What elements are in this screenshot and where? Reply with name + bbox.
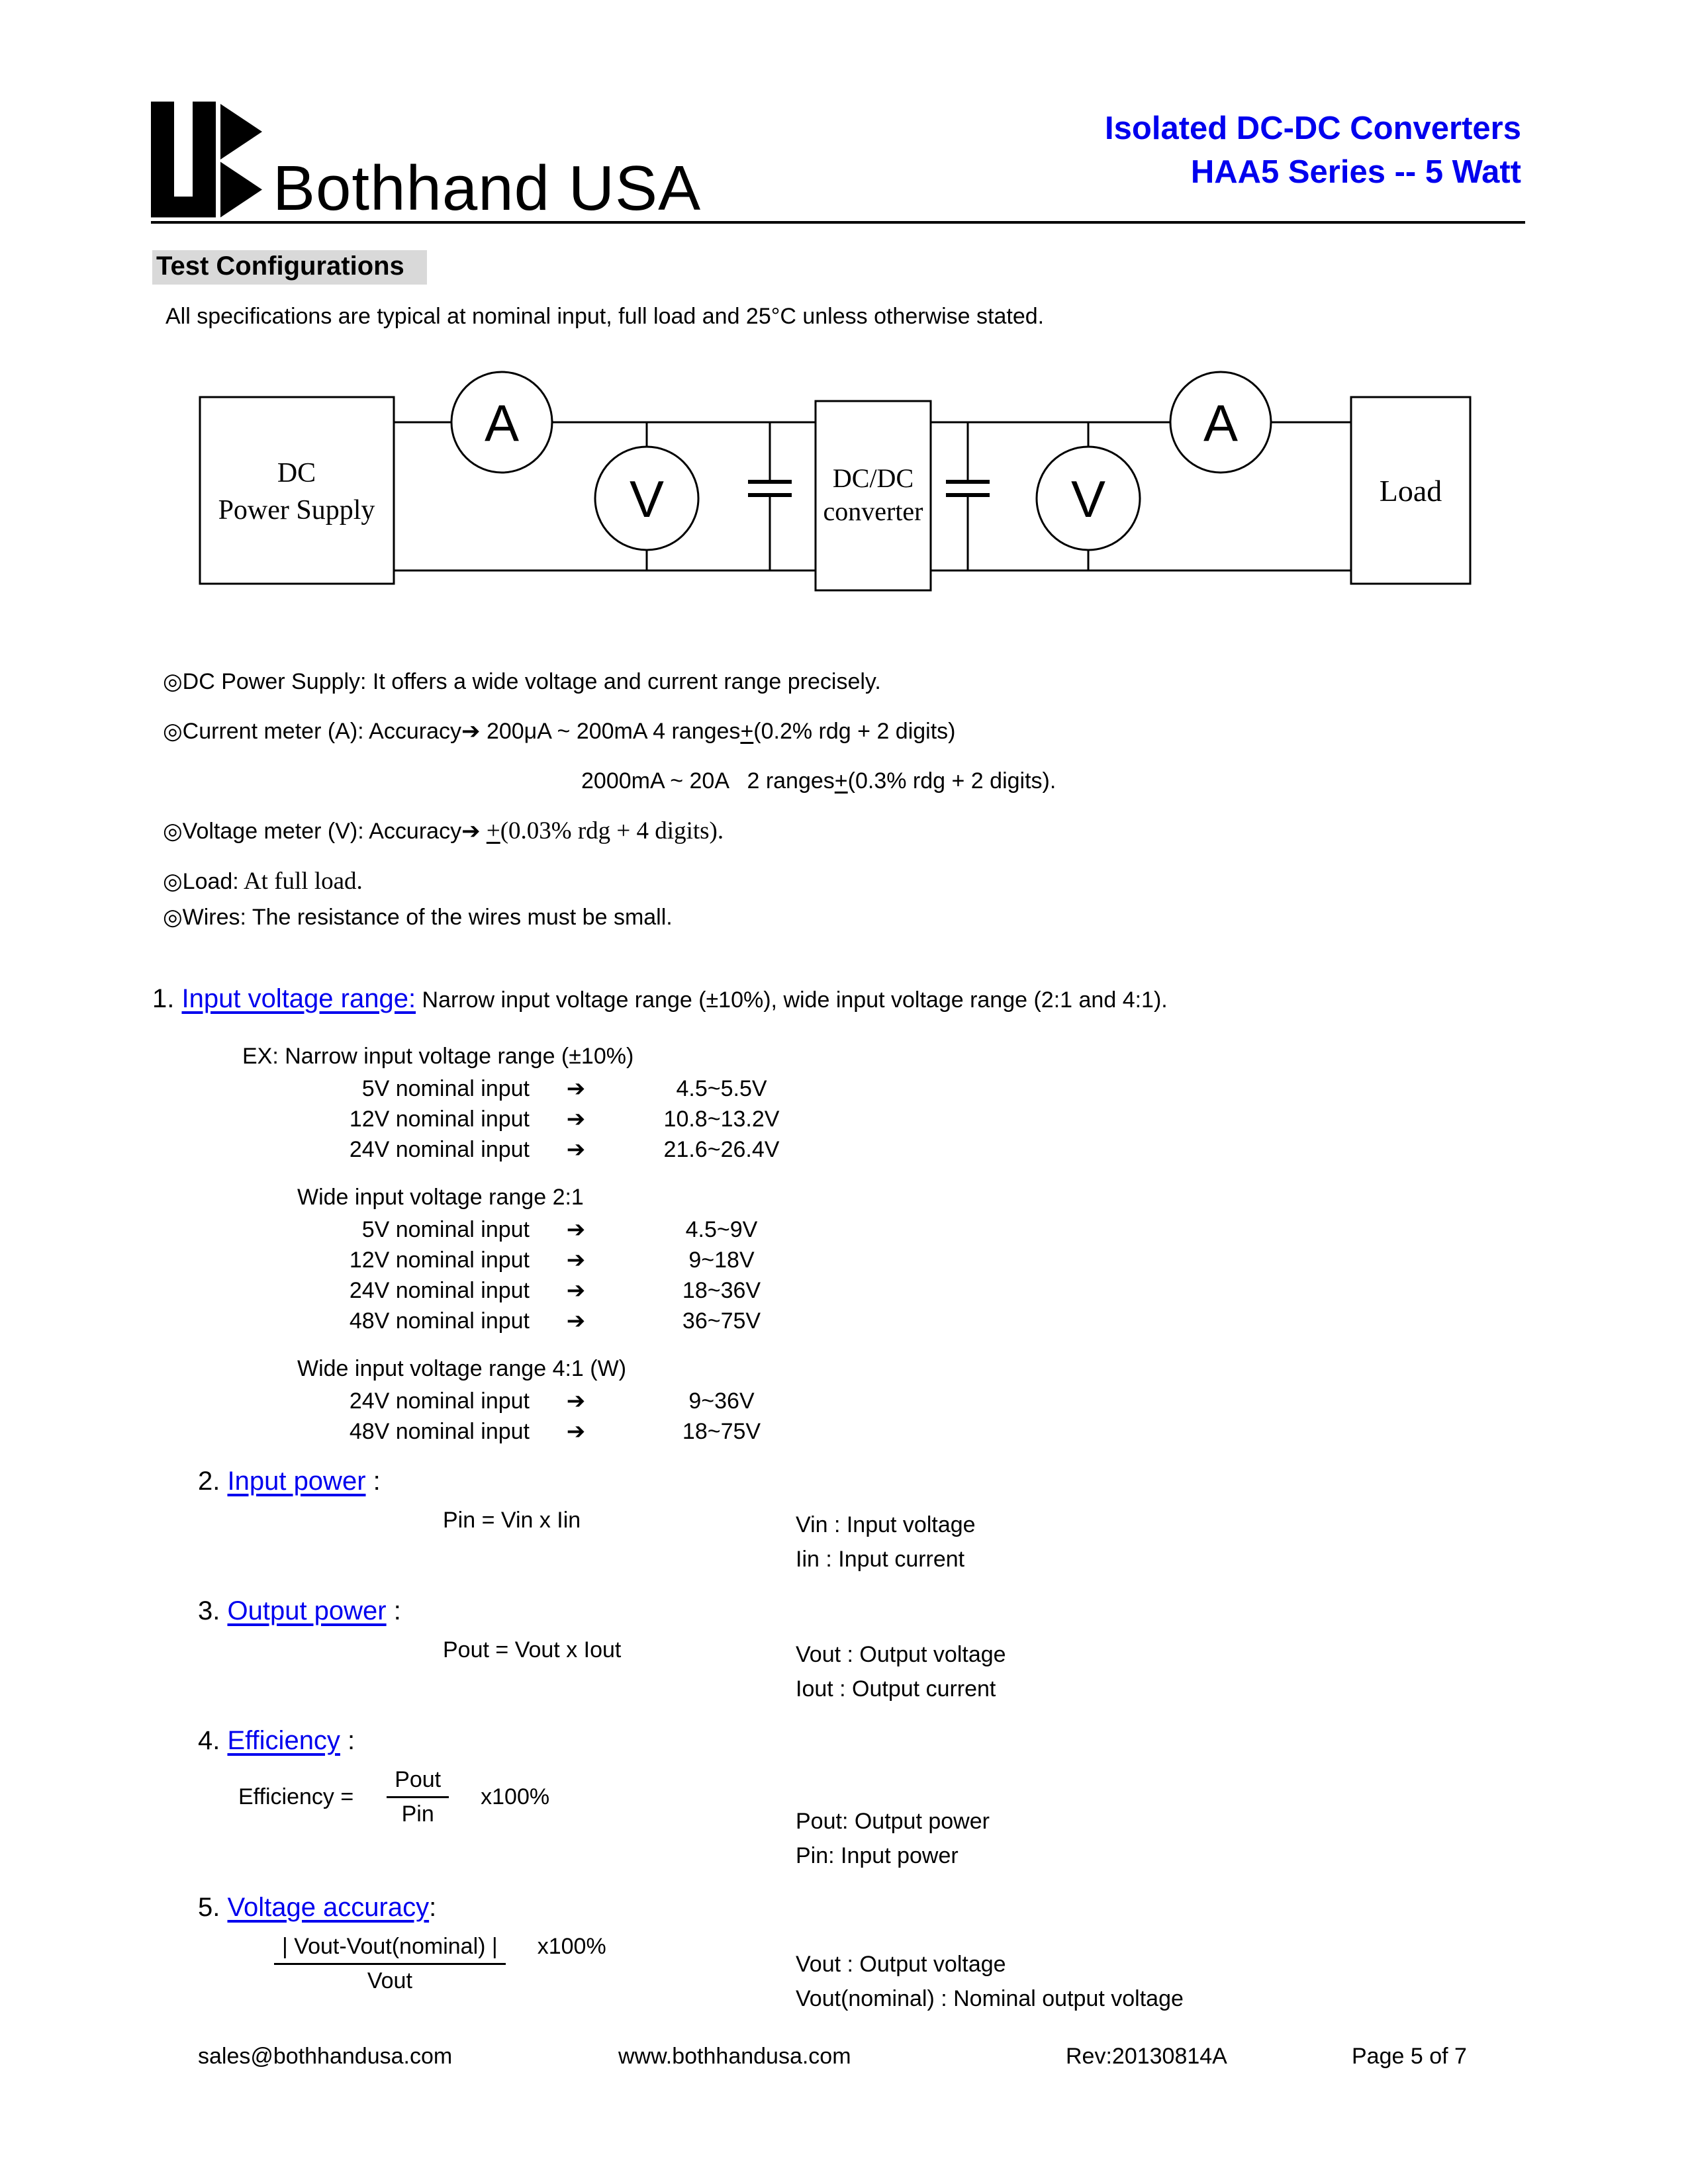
plus-minus-sign: + <box>740 719 754 744</box>
efficiency-link: Efficiency <box>227 1726 340 1755</box>
load-label: Load <box>1379 474 1442 508</box>
page-title: Test Configurations <box>152 250 427 285</box>
section-input-power <box>0 1465 1688 1576</box>
heading-colon: : <box>386 1596 401 1625</box>
table-row <box>311 1245 1688 1275</box>
fraction-numerator: | Vout-Vout(nominal) | <box>274 1934 506 1965</box>
arrow-icon: ➔ <box>566 1388 586 1414</box>
dc-power-supply-box <box>200 397 394 584</box>
note-current-range1-tolerance: (0.2% rdg + 2 digits) <box>753 719 956 744</box>
section-number: 3. <box>198 1596 228 1625</box>
output-power-link: Output power <box>227 1596 387 1625</box>
section-efficiency-heading <box>198 1725 1688 1758</box>
voltage-accuracy-link: Voltage accuracy <box>227 1893 430 1922</box>
input-power-formula: Pin = Vin x Iin <box>443 1508 581 1533</box>
voltage-range-value: 4.5~5.5V <box>676 1076 767 1101</box>
footer-revision: Rev:20130814A <box>1066 2044 1227 2069</box>
wide4-voltage-table <box>311 1386 1688 1447</box>
input-power-link: Input power <box>227 1467 366 1496</box>
voltage-range-value: 4.5~9V <box>685 1217 758 1242</box>
footer-website: www.bothhandusa.com <box>618 2044 851 2069</box>
footer-email: sales@bothhandusa.com <box>198 2044 453 2069</box>
nominal-input-label: 48V nominal input <box>349 1308 530 1334</box>
nominal-input-label: 24V nominal input <box>349 1388 530 1414</box>
dcdc-converter-box <box>816 401 931 590</box>
voltage-range-value: 18~75V <box>682 1419 761 1444</box>
note-load <box>163 866 1688 897</box>
section-number: 2. <box>198 1467 228 1496</box>
table-row <box>311 1306 1688 1336</box>
nominal-input-label: 5V nominal input <box>361 1217 530 1242</box>
note-wires: ◎Wires: The resistance of the wires must be small. <box>163 905 673 930</box>
plus-minus-sign: + <box>834 768 848 794</box>
note-current-meter <box>163 717 1688 747</box>
input-capacitor <box>748 422 792 570</box>
efficiency-fraction <box>387 1767 449 1827</box>
arrow-icon: ➔ <box>566 1278 586 1303</box>
brand-name: Bothhand USA <box>273 152 702 224</box>
section-output-power-heading <box>198 1595 1688 1628</box>
multiply-100-percent: x100% <box>481 1784 550 1809</box>
arrow-icon: ➔ <box>566 1076 586 1101</box>
input-voltage-range-link: Input voltage range: <box>181 984 416 1013</box>
dc-power-supply-label-line2: Power Supply <box>218 495 375 525</box>
nominal-input-label: 12V nominal input <box>349 1107 530 1132</box>
table-row <box>311 1073 1688 1104</box>
section-output-power <box>0 1595 1688 1706</box>
definition-line: Vout(nominal) : Nominal output voltage <box>796 1986 1184 2011</box>
note-current-meter-line2 <box>581 766 1688 796</box>
fraction-denominator: Pin <box>401 1801 434 1827</box>
arrow-icon: ➔ <box>461 819 481 844</box>
section-number: 5. <box>198 1893 228 1922</box>
definition-line: Iin : Input current <box>796 1547 965 1572</box>
narrow-range-example-title: EX: Narrow input voltage range (±10%) <box>242 1044 634 1069</box>
section-number: 1. <box>152 984 182 1013</box>
definition-line: Vout : Output voltage <box>796 1952 1006 1977</box>
table-row <box>311 1134 1688 1165</box>
note-current-range2: 2000mA ~ 20A 2 ranges <box>581 768 835 794</box>
table-row <box>311 1275 1688 1306</box>
product-line-title: Isolated DC-DC Converters <box>1105 111 1521 146</box>
input-power-definitions <box>796 1508 976 1576</box>
voltage-accuracy-fraction <box>274 1934 506 1994</box>
gap <box>481 817 487 844</box>
heading-colon: : <box>340 1726 355 1755</box>
footer <box>0 2044 1688 2077</box>
voltage-range-value: 10.8~13.2V <box>663 1107 780 1132</box>
arrow-icon: ➔ <box>566 1217 586 1242</box>
arrow-icon: ➔ <box>461 719 481 744</box>
intro-text: All specifications are typical at nominal input, full load and 25°C unless otherwise stated. <box>165 304 1045 329</box>
voltage-accuracy-formula <box>274 1934 796 1994</box>
section-input-power-heading <box>198 1465 1688 1498</box>
voltage-range-value: 9~18V <box>688 1248 755 1273</box>
multiply-100-percent: x100% <box>537 1934 606 1959</box>
voltage-accuracy-definitions <box>796 1947 1184 2016</box>
note-load-value: At full load. <box>238 868 363 895</box>
input-voltage-range-description: Narrow input voltage range (±10%), wide input voltage range (2:1 and 4:1). <box>416 987 1168 1013</box>
definition-line: Vout : Output voltage <box>796 1642 1006 1667</box>
nominal-input-label: 24V nominal input <box>349 1278 530 1303</box>
definition-line: Pout: Output power <box>796 1809 990 1834</box>
fraction-denominator: Vout <box>367 1968 412 1993</box>
table-row <box>311 1386 1688 1416</box>
efficiency-definitions <box>796 1804 990 1873</box>
doc-titles <box>1105 107 1521 194</box>
voltage-range-value: 21.6~26.4V <box>663 1137 780 1162</box>
output-power-definitions <box>796 1637 1006 1706</box>
wide2-range-title: Wide input voltage range 2:1 <box>297 1185 584 1210</box>
section-efficiency <box>0 1725 1688 1873</box>
header-rule <box>151 221 1525 224</box>
note-voltage-tolerance: (0.03% rdg + 4 digits). <box>500 817 724 844</box>
section-number: 4. <box>198 1726 228 1755</box>
nominal-input-label: 5V nominal input <box>361 1076 530 1101</box>
section-voltage-accuracy <box>0 1891 1688 2016</box>
note-voltage-meter-text: ◎Voltage meter (V): Accuracy <box>163 819 462 844</box>
efficiency-formula <box>238 1767 796 1827</box>
efficiency-lhs: Efficiency = <box>238 1784 354 1809</box>
table-row <box>311 1416 1688 1447</box>
voltage-range-value: 18~36V <box>682 1278 761 1303</box>
voltmeter-output-label: V <box>1070 470 1106 528</box>
page-title-row <box>152 251 1688 281</box>
section-voltage-accuracy-heading <box>198 1891 1688 1925</box>
narrow-voltage-table <box>311 1073 1688 1165</box>
converter-label-line1: DC/DC <box>832 463 914 493</box>
converter-label-line2: converter <box>823 496 923 526</box>
note-load-prefix: ◎Load: <box>163 869 239 894</box>
output-power-formula: Pout = Vout x Iout <box>443 1637 622 1662</box>
note-voltage-meter <box>163 816 1688 846</box>
bothhand-logo-icon <box>151 99 262 220</box>
ammeter-input-label: A <box>484 394 520 452</box>
definition-line: Pin: Input power <box>796 1843 959 1868</box>
definition-line: Iout : Output current <box>796 1676 996 1702</box>
arrow-icon: ➔ <box>566 1137 586 1162</box>
fraction-numerator: Pout <box>387 1767 449 1798</box>
heading-colon: : <box>429 1893 437 1922</box>
note-current-meter-text: ◎Current meter (A): Accuracy <box>163 719 461 744</box>
test-notes <box>163 667 1688 933</box>
series-title: HAA5 Series -- 5 Watt <box>1190 154 1521 190</box>
nominal-input-label: 12V nominal input <box>349 1248 530 1273</box>
heading-colon: : <box>365 1467 381 1496</box>
dc-power-supply-label-line1: DC <box>277 458 316 488</box>
voltage-range-value: 36~75V <box>682 1308 761 1334</box>
nominal-input-label: 48V nominal input <box>349 1419 530 1444</box>
brand <box>151 99 702 224</box>
nominal-input-label: 24V nominal input <box>349 1137 530 1162</box>
table-row <box>311 1214 1688 1245</box>
table-row <box>311 1104 1688 1134</box>
note-dc-power-supply: ◎DC Power Supply: It offers a wide voltage and current range precisely. <box>163 669 881 694</box>
footer-page-number: Page 5 of 7 <box>1352 2044 1467 2069</box>
test-circuit-diagram <box>179 348 1503 639</box>
definition-line: Vin : Input voltage <box>796 1512 976 1537</box>
note-current-range2-tolerance: (0.3% rdg + 2 digits). <box>847 768 1056 794</box>
arrow-icon: ➔ <box>566 1308 586 1334</box>
output-capacitor <box>946 422 990 570</box>
arrow-icon: ➔ <box>566 1248 586 1273</box>
wide4-range-title: Wide input voltage range 4:1 (W) <box>297 1356 627 1381</box>
arrow-icon: ➔ <box>566 1107 586 1132</box>
wide2-voltage-table <box>311 1214 1688 1336</box>
arrow-icon: ➔ <box>566 1419 586 1444</box>
section-input-voltage-heading <box>152 983 1688 1016</box>
ammeter-output-label: A <box>1203 394 1239 452</box>
header <box>0 0 1688 230</box>
plus-minus-sign: + <box>486 817 500 844</box>
voltmeter-input-label: V <box>629 470 665 528</box>
voltage-range-value: 9~36V <box>688 1388 755 1414</box>
note-current-range1: 200μA ~ 200mA 4 ranges <box>480 719 741 744</box>
